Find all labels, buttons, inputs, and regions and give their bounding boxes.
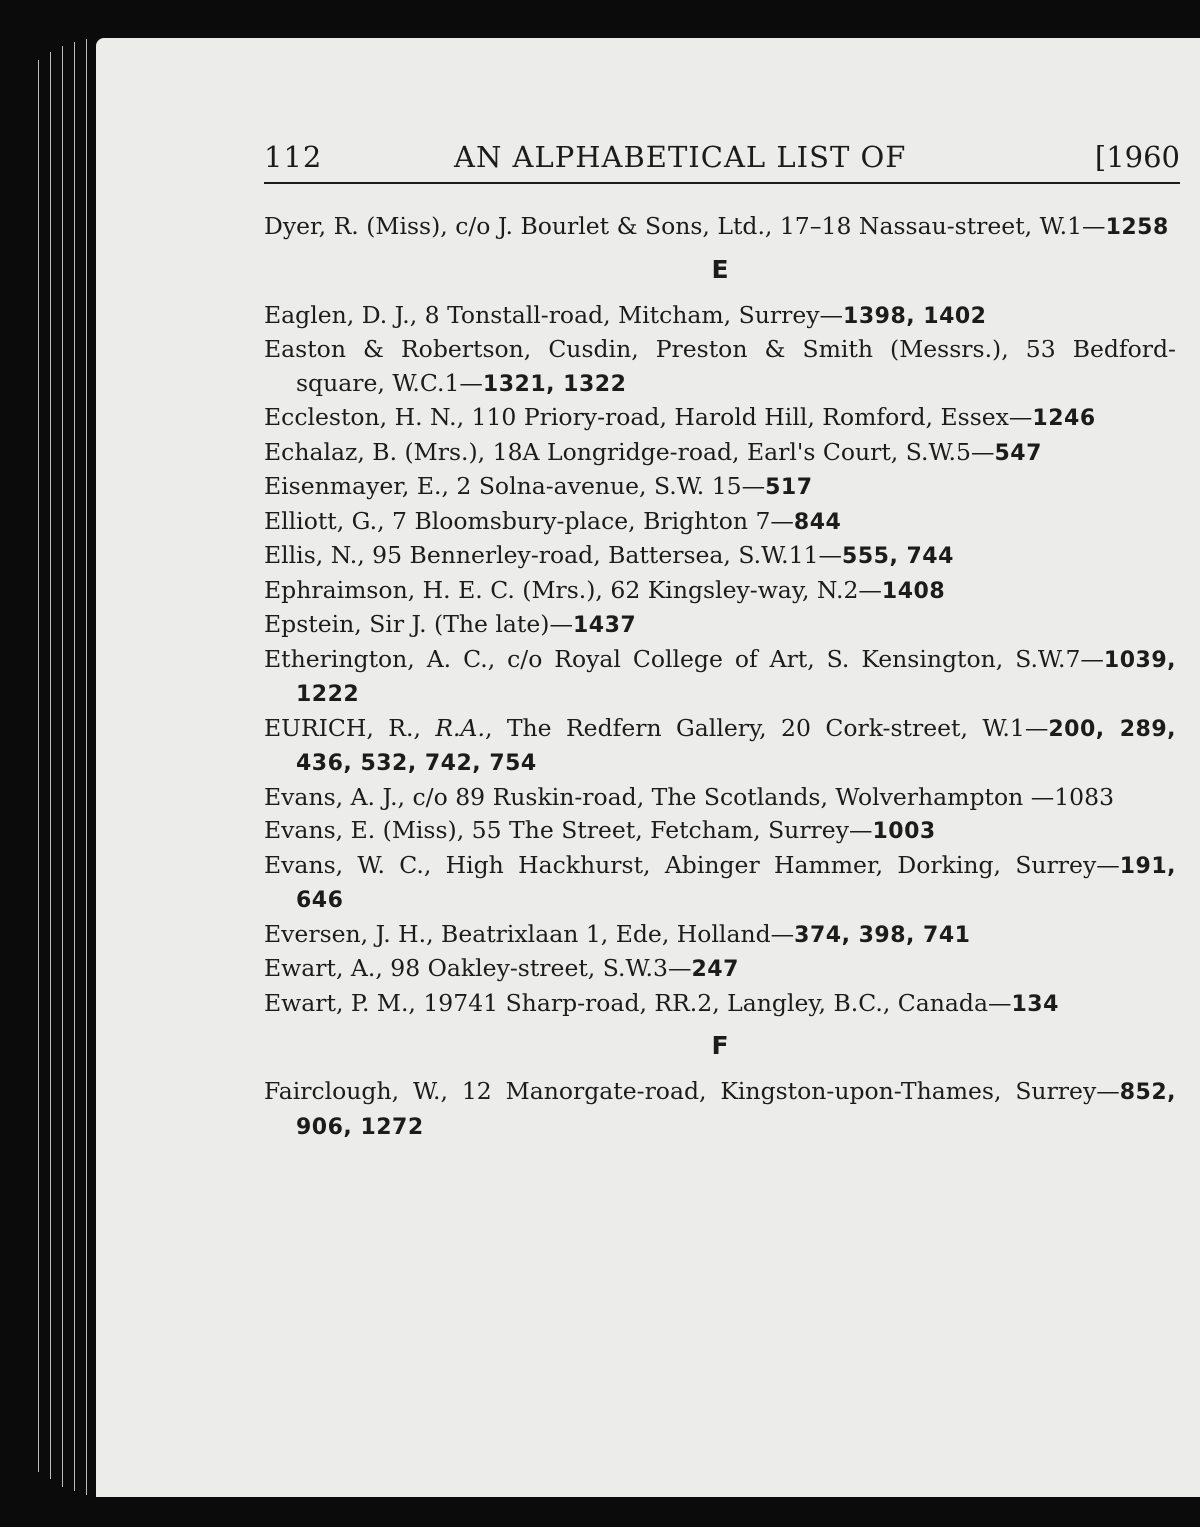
catalogue-numbers: 1321, 1322 bbox=[482, 371, 627, 397]
entry-text: Fairclough, W., 12 Manorgate-road, Kingston-upon-Thames, Surrey— bbox=[264, 1077, 1120, 1105]
list-entry bbox=[264, 210, 1176, 245]
list-entry bbox=[264, 539, 1176, 574]
catalogue-numbers: 374, 398, 741 bbox=[794, 922, 971, 948]
page-number: 112 bbox=[264, 140, 323, 174]
catalogue-numbers: 852, 906, 1272 bbox=[296, 1080, 1176, 1140]
catalogue-numbers: 517 bbox=[765, 475, 813, 500]
entry-text: EURICH, R., bbox=[264, 713, 436, 742]
catalogue-numbers: 1398, 1402 bbox=[843, 303, 987, 329]
entry-text: Ellis, N., 95 Bennerley-road, Battersea, S.W.11— bbox=[264, 541, 843, 569]
entry-text: Etherington, A. C., c/o Royal College of Art, S. Kensington, S.W.7— bbox=[264, 644, 1104, 673]
entry-text: Eaglen, D. J., 8 Tonstall-road, Mitcham, Surrey— bbox=[264, 300, 844, 329]
entry-text: Eversen, J. H., Beatrixlaan 1, Ede, Holland— bbox=[264, 919, 795, 948]
catalogue-numbers: 1408 bbox=[881, 578, 946, 604]
page-edge bbox=[74, 42, 75, 1491]
list-entry bbox=[264, 299, 1176, 334]
entry-text: Echalaz, B. (Mrs.), 18A Longridge-road, Earl's Court, S.W.5— bbox=[264, 437, 995, 466]
catalogue-numbers: 1246 bbox=[1032, 406, 1096, 431]
catalogue-numbers: 247 bbox=[691, 957, 739, 982]
running-header bbox=[264, 140, 1180, 184]
entry-text: Epstein, Sir J. (The late)— bbox=[264, 610, 573, 638]
list-entry bbox=[264, 814, 1176, 849]
section-letter: F bbox=[711, 1031, 729, 1060]
entry-text-continued: , The Redfern Gallery, 20 Cork-street, W.1— bbox=[484, 713, 1049, 742]
page-edge bbox=[86, 39, 87, 1495]
catalogue-numbers: 1039, 1222 bbox=[296, 647, 1176, 707]
list-entry bbox=[264, 470, 1176, 505]
list-entry bbox=[264, 781, 1176, 815]
section-letter: E bbox=[711, 254, 729, 284]
catalogue-numbers: 1258 bbox=[1105, 215, 1169, 240]
entry-text: Easton & Robertson, Cusdin, Preston & Smith (Messrs.), 53 Bedford-square, W.C.1— bbox=[264, 335, 1176, 397]
year-marker: [1960 bbox=[1094, 140, 1180, 174]
catalogue-numbers: 191, 646 bbox=[296, 853, 1176, 913]
page-edge bbox=[50, 52, 51, 1479]
list-entry bbox=[264, 987, 1176, 1022]
catalogue-numbers: 555, 744 bbox=[842, 544, 954, 569]
catalogue-numbers: 1003 bbox=[872, 819, 936, 844]
list-entry bbox=[264, 333, 1176, 401]
entry-text: Ewart, P. M., 19741 Sharp-road, RR.2, Langley, B.C., Canada— bbox=[264, 988, 1012, 1017]
running-title: AN ALPHABETICAL LIST OF bbox=[454, 140, 907, 174]
list-entry bbox=[264, 643, 1176, 712]
entry-text: Ephraimson, H. E. C. (Mrs.), 62 Kingsley-way, N.2— bbox=[264, 575, 882, 604]
list-entry bbox=[264, 1075, 1176, 1144]
entry-text: Elliott, G., 7 Bloomsbury-place, Brighton 7— bbox=[264, 506, 794, 535]
entry-text: Evans, A. J., c/o 89 Ruskin-road, The Scotlands, Wolverhampton —1083 bbox=[264, 782, 1115, 811]
entry-text: Evans, E. (Miss), 55 The Street, Fetcham, Surrey— bbox=[264, 816, 873, 844]
entry-text: Eccleston, H. N., 110 Priory-road, Harold Hill, Romford, Essex— bbox=[264, 403, 1033, 431]
catalogue-numbers: 1437 bbox=[572, 613, 637, 638]
list-entry bbox=[264, 505, 1176, 540]
entry-text: Evans, W. C., High Hackhurst, Abinger Hammer, Dorking, Surrey— bbox=[264, 850, 1120, 879]
catalogue-numbers: 844 bbox=[793, 509, 842, 535]
list-entry bbox=[264, 401, 1176, 436]
entry-honour: R.A. bbox=[435, 713, 485, 742]
page-edge bbox=[38, 60, 39, 1472]
list-entry bbox=[264, 574, 1176, 609]
list-entry bbox=[264, 952, 1176, 987]
list-entry bbox=[264, 608, 1176, 643]
page-edge bbox=[62, 46, 63, 1487]
list-entry bbox=[264, 712, 1176, 781]
catalogue-numbers: 200, 289, 436, 532, 742, 754 bbox=[296, 716, 1176, 776]
list-entry bbox=[264, 918, 1176, 953]
alphabetical-list bbox=[264, 210, 1176, 1144]
list-entry bbox=[264, 436, 1176, 471]
list-entry bbox=[264, 849, 1176, 918]
entry-text: Ewart, A., 98 Oakley-street, S.W.3— bbox=[264, 954, 692, 982]
catalogue-numbers: 134 bbox=[1011, 991, 1059, 1017]
entry-text: Eisenmayer, E., 2 Solna-avenue, S.W. 15— bbox=[264, 472, 766, 500]
entry-text: Dyer, R. (Miss), c/o J. Bourlet & Sons, Ltd., 17–18 Nassau-street, W.1— bbox=[264, 212, 1106, 240]
catalogue-numbers: 547 bbox=[994, 440, 1042, 466]
